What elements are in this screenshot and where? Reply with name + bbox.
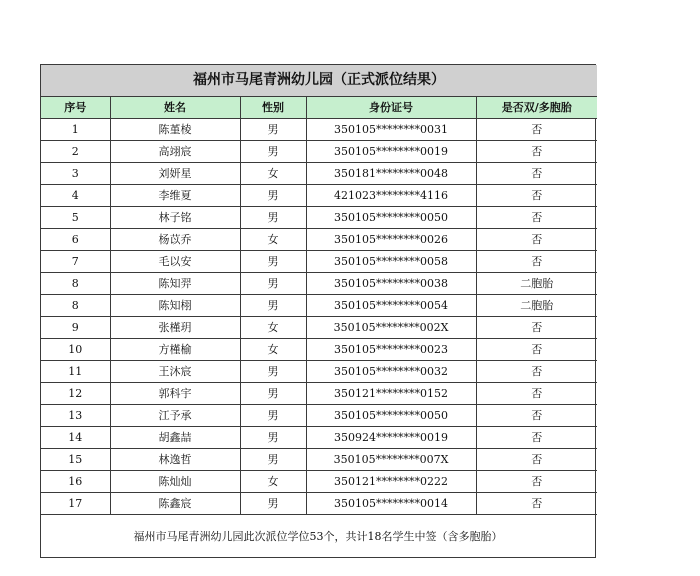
cell-name: 江予承 [110, 405, 240, 427]
cell-seq: 11 [41, 361, 110, 383]
table-row [41, 295, 597, 317]
cell-twin: 否 [476, 449, 597, 471]
cell-seq: 3 [41, 163, 110, 185]
cell-gender: 男 [240, 273, 306, 295]
cell-gender: 男 [240, 207, 306, 229]
cell-seq: 12 [41, 383, 110, 405]
cell-name: 陈堇棱 [110, 119, 240, 141]
footer-note: 福州市马尾青洲幼儿园此次派位学位53个，共计18名学生中签（含多胞胎） [133, 530, 503, 543]
cell-seq: 8 [41, 295, 110, 317]
cell-gender: 男 [240, 361, 306, 383]
cell-seq: 10 [41, 339, 110, 361]
cell-gender: 女 [240, 163, 306, 185]
cell-seq: 17 [41, 493, 110, 515]
cell-twin: 否 [476, 493, 597, 515]
cell-gender: 男 [240, 405, 306, 427]
header-twin: 是否双/多胞胎 [476, 97, 597, 119]
cell-name: 王沐宸 [110, 361, 240, 383]
cell-seq: 16 [41, 471, 110, 493]
table-row [41, 163, 597, 185]
cell-seq: 4 [41, 185, 110, 207]
table-row [41, 405, 597, 427]
cell-id: 350105********0032 [306, 361, 476, 383]
cell-id: 421023********4116 [306, 185, 476, 207]
cell-id: 350105********0023 [306, 339, 476, 361]
table-row [41, 427, 597, 449]
cell-name: 林子铭 [110, 207, 240, 229]
cell-twin: 否 [476, 427, 597, 449]
cell-twin: 否 [476, 317, 597, 339]
result-sheet [40, 64, 596, 558]
table-row [41, 273, 597, 295]
cell-id: 350121********0222 [306, 471, 476, 493]
table-row [41, 449, 597, 471]
cell-gender: 男 [240, 493, 306, 515]
cell-gender: 男 [240, 295, 306, 317]
cell-twin: 否 [476, 405, 597, 427]
cell-twin: 否 [476, 141, 597, 163]
cell-id: 350105********0050 [306, 405, 476, 427]
cell-id: 350105********0054 [306, 295, 476, 317]
cell-twin: 否 [476, 229, 597, 251]
cell-id: 350105********0014 [306, 493, 476, 515]
cell-name: 陈鑫宸 [110, 493, 240, 515]
cell-twin: 否 [476, 471, 597, 493]
cell-twin: 否 [476, 207, 597, 229]
cell-id: 350105********0026 [306, 229, 476, 251]
cell-name: 杨苡乔 [110, 229, 240, 251]
cell-twin: 否 [476, 361, 597, 383]
cell-name: 张槿玥 [110, 317, 240, 339]
cell-gender: 男 [240, 383, 306, 405]
table-row [41, 141, 597, 163]
cell-twin: 否 [476, 163, 597, 185]
cell-id: 350105********0050 [306, 207, 476, 229]
cell-id: 350105********0031 [306, 119, 476, 141]
table-row [41, 207, 597, 229]
cell-seq: 8 [41, 273, 110, 295]
table-row [41, 361, 597, 383]
cell-gender: 女 [240, 317, 306, 339]
cell-twin: 否 [476, 119, 597, 141]
table-row [41, 229, 597, 251]
table-row [41, 119, 597, 141]
cell-name: 陈知栩 [110, 295, 240, 317]
cell-id: 350181********0048 [306, 163, 476, 185]
header-seq: 序号 [41, 97, 110, 119]
cell-name: 方槿榆 [110, 339, 240, 361]
cell-gender: 女 [240, 229, 306, 251]
cell-seq: 2 [41, 141, 110, 163]
cell-id: 350105********0019 [306, 141, 476, 163]
cell-gender: 男 [240, 427, 306, 449]
header-name: 姓名 [110, 97, 240, 119]
cell-gender: 男 [240, 185, 306, 207]
header-id: 身份证号 [306, 97, 476, 119]
cell-seq: 7 [41, 251, 110, 273]
table-row [41, 317, 597, 339]
cell-seq: 5 [41, 207, 110, 229]
cell-gender: 男 [240, 251, 306, 273]
table-row [41, 383, 597, 405]
cell-name: 林逸哲 [110, 449, 240, 471]
cell-twin: 二胞胎 [476, 295, 597, 317]
cell-id: 350121********0152 [306, 383, 476, 405]
cell-twin: 否 [476, 251, 597, 273]
table-row [41, 471, 597, 493]
cell-name: 刘妍星 [110, 163, 240, 185]
cell-gender: 女 [240, 339, 306, 361]
table-row [41, 185, 597, 207]
cell-name: 毛以安 [110, 251, 240, 273]
cell-twin: 否 [476, 383, 597, 405]
cell-name: 郭科宇 [110, 383, 240, 405]
cell-name: 高翊宸 [110, 141, 240, 163]
result-table [41, 65, 597, 515]
cell-gender: 男 [240, 141, 306, 163]
cell-seq: 14 [41, 427, 110, 449]
sheet-title: 福州市马尾青洲幼儿园（正式派位结果） [41, 65, 597, 97]
cell-seq: 13 [41, 405, 110, 427]
cell-id: 350924********0019 [306, 427, 476, 449]
cell-id: 350105********0058 [306, 251, 476, 273]
cell-seq: 6 [41, 229, 110, 251]
cell-name: 李维夏 [110, 185, 240, 207]
cell-name: 陈知羿 [110, 273, 240, 295]
cell-seq: 1 [41, 119, 110, 141]
table-row [41, 251, 597, 273]
cell-id: 350105********0038 [306, 273, 476, 295]
cell-seq: 9 [41, 317, 110, 339]
cell-gender: 女 [240, 471, 306, 493]
cell-name: 陈灿灿 [110, 471, 240, 493]
cell-twin: 二胞胎 [476, 273, 597, 295]
cell-id: 350105********002X [306, 317, 476, 339]
title-row [41, 65, 597, 97]
header-gender: 性别 [240, 97, 306, 119]
cell-gender: 男 [240, 119, 306, 141]
table-row [41, 339, 597, 361]
cell-twin: 否 [476, 339, 597, 361]
cell-seq: 15 [41, 449, 110, 471]
cell-twin: 否 [476, 185, 597, 207]
header-row [41, 97, 597, 119]
cell-name: 胡鑫喆 [110, 427, 240, 449]
cell-id: 350105********007X [306, 449, 476, 471]
cell-gender: 男 [240, 449, 306, 471]
table-row [41, 493, 597, 515]
